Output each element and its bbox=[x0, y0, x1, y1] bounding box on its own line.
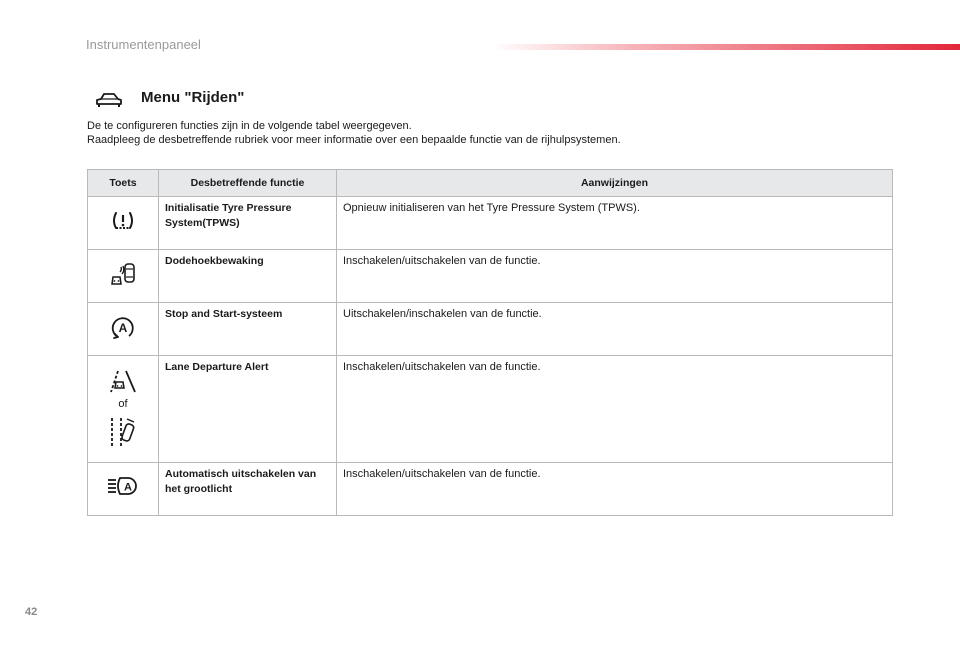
function-name: Stop and Start-systeem bbox=[159, 303, 337, 356]
intro-line-1: De te configureren functies zijn in de volgende tabel weergegeven. bbox=[87, 120, 412, 132]
svg-text:A: A bbox=[124, 481, 132, 494]
table-row bbox=[88, 197, 893, 250]
table-row bbox=[88, 356, 893, 463]
blind-spot-icon bbox=[109, 262, 137, 288]
function-name: Dodehoekbewaking bbox=[159, 250, 337, 303]
lane-departure-icon bbox=[109, 368, 137, 394]
functions-table bbox=[87, 169, 893, 516]
intro-text bbox=[87, 119, 887, 147]
stop-start-icon bbox=[110, 315, 136, 341]
table-header-row bbox=[88, 170, 893, 197]
icon-cell bbox=[88, 356, 159, 463]
function-note: Uitschakelen/inschakelen van de functie. bbox=[337, 303, 893, 356]
function-note: Inschakelen/uitschakelen van de functie. bbox=[337, 463, 893, 516]
intro-line-2: Raadpleeg de desbetreffende rubriek voor meer informatie over een bepaalde functie van de rijhulpsystemen. bbox=[87, 134, 621, 146]
column-header-toets: Toets bbox=[88, 170, 159, 197]
function-name: Initialisatie Tyre Pressure System(TPWS) bbox=[159, 197, 337, 250]
column-header-function: Desbetreffende functie bbox=[159, 170, 337, 197]
function-name: Automatisch uitschakelen van het grootlicht bbox=[159, 463, 337, 516]
menu-title: Menu "Rijden" bbox=[141, 89, 245, 106]
header-accent-bar bbox=[492, 44, 960, 50]
tyre-pressure-icon bbox=[111, 209, 135, 233]
icon-cell bbox=[88, 303, 159, 356]
svg-text:A: A bbox=[118, 321, 128, 335]
column-header-notes: Aanwijzingen bbox=[337, 170, 893, 197]
table-row bbox=[88, 250, 893, 303]
table-row bbox=[88, 463, 893, 516]
function-note: Inschakelen/uitschakelen van de functie. bbox=[337, 356, 893, 463]
function-name: Lane Departure Alert bbox=[159, 356, 337, 463]
auto-high-beam-icon bbox=[107, 475, 139, 497]
or-label: of bbox=[118, 398, 128, 410]
icon-cell bbox=[88, 463, 159, 516]
section-title: Instrumentenpaneel bbox=[86, 37, 201, 52]
icon-cell bbox=[88, 197, 159, 250]
function-note: Inschakelen/uitschakelen van de functie. bbox=[337, 250, 893, 303]
lane-departure-alt-icon bbox=[109, 416, 137, 448]
page-number: 42 bbox=[25, 606, 38, 618]
function-note: Opnieuw initialiseren van het Tyre Pressure System (TPWS). bbox=[337, 197, 893, 250]
car-icon bbox=[94, 90, 124, 110]
icon-cell bbox=[88, 250, 159, 303]
table-row bbox=[88, 303, 893, 356]
